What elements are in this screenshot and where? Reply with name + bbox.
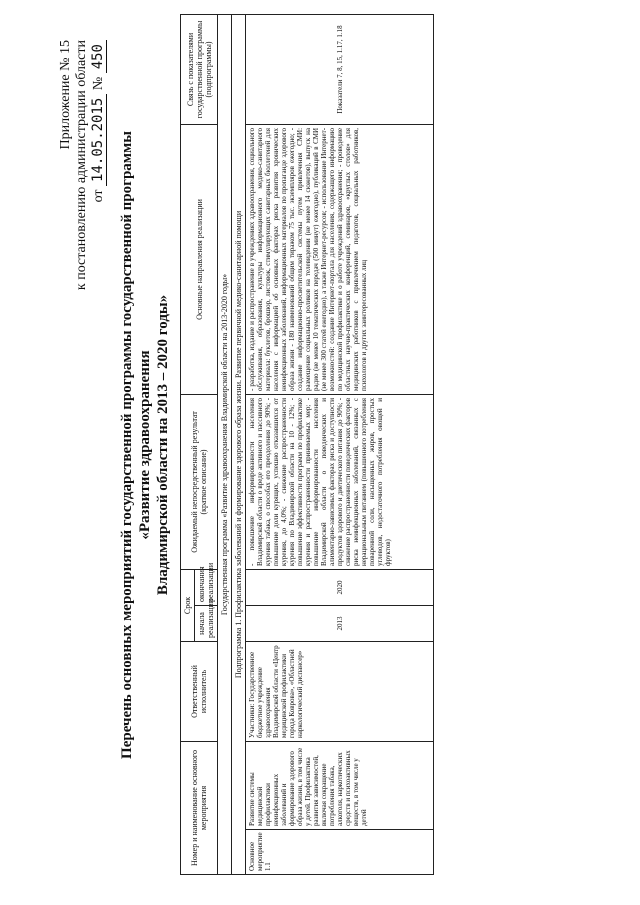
number-label: № xyxy=(91,76,106,91)
measure-name: Развитие системы медицинской профилактики неинфекционных заболеваний и формирование здорового образа жизни, в том числе у детей. Профилактика развития зависимостей, включая сокращение потребления табака, алкоголя, наркотических средств и психоактивных веществ, в том числе у детей xyxy=(246,741,434,829)
header-end: окончания реализации xyxy=(195,569,218,605)
document-title xyxy=(118,95,172,795)
decree-number: 450 xyxy=(90,40,107,73)
document-header xyxy=(58,40,107,380)
measure-link: Показатели 7, 8, 15, 1.17, 1.18 xyxy=(246,14,434,124)
header-term: Срок xyxy=(181,569,195,641)
decree-date: 14.05.2015 xyxy=(90,94,107,186)
header-start: начала реализации xyxy=(195,605,218,641)
title-line-2: Владимирской области на 2013 – 2020 годы» xyxy=(155,294,171,596)
header-number-name: Номер и наименование основного мероприятия xyxy=(181,741,218,874)
header-result: Ожидаемый непосредственный результат (краткое описание) xyxy=(181,394,218,569)
appendix-label: Приложение № 15 xyxy=(58,40,73,150)
measures-table xyxy=(180,14,434,875)
title-line-1: Перечень основных мероприятий государственной программы государственной программы «Развитие здравоохранения xyxy=(119,131,153,759)
date-number-line xyxy=(90,40,107,380)
header-executor: Ответственный исполнитель xyxy=(181,641,218,741)
program-row xyxy=(218,14,232,874)
decree-label: к постановлению администрации области xyxy=(74,40,89,291)
subprogram-row xyxy=(232,14,246,874)
header-link: Связь с показателями государственной программы (подпрограммы) xyxy=(181,14,218,124)
subprogram-title: Подпрограмма 1. Профилактика заболеваний и формирование здорового образа жизни. Развитие первичной медико-санитарной помощи xyxy=(232,14,246,874)
table-row xyxy=(246,14,434,874)
from-label: от xyxy=(91,189,106,203)
measure-code: Основное мероприятие 1.1 xyxy=(246,830,434,875)
measure-start: 2013 xyxy=(246,605,434,641)
table-header-row xyxy=(181,14,195,874)
measure-result: - повышение информированности населения Владимирской области о вреде активного и пассивного курения табака, о способах его преодоления до 90%; - повышение доли курящих, успешно отказавшихся от курения, до 4,0%; - снижение распространенности курения по Владимирской области на 10 - 12%; - повышение эффективности программ по профилактике курения и распространенности принимаемых мер; - повышение информированности населения Владимирской области о поведенческих и алиментарно-зависимых факторах риска и доступности продуктов здорового и диетического питания до 90%; - снижение распространенности поведенческих факторов риска неинфекционных заболеваний, связанных с нерациональным питанием (повышенного потребления поваренной соли, насыщенных жиров, простых углеводов, недостаточного потребления овощей и фруктов) xyxy=(246,394,434,569)
measure-executor: Участники: Государственное бюджетное учреждение здравоохранения Владимирской области «Центр медицинской профилактики города Коврова», «Областной наркологический диспансер» xyxy=(246,641,434,741)
program-title: Государственная программа «Развитие здравоохранения Владимирской области на 2013-2020 годы» xyxy=(218,14,232,874)
header-directions: Основные направления реализации xyxy=(181,124,218,394)
measure-directions: - разработка, издание и распространение в учреждениях здравоохранения, социального обслуживания, образования, культуры информационного медико-санитарного материала: буклетов, брошюр, листовок, стимулирующих санитарных бюллетеней для населения с информацией об основных факторах риска развития хронических неинфекционных заболеваний, информационных материалов по пропаганде здорового образа жизни - 180 наименований общим тиражом 75 тыс. экземпляров ежегодно; - создание информационно-просветительской системы путем привлечения СМИ: размещение социальных роликов на телевидении (не менее 14 сюжетов), выпуск на радио (не менее 10 тематических передач (500 минут) ежегодно), публикаций в СМИ (не менее 300 статей ежегодно), а также Интернет-ресурсов; - использование Интернет-возможностей: создание Интернет-портала для населения, содержащего информацию по медицинской профилактике и о работе учреждений здравоохранения; - проведение областных научно-практических конференций, семинаров, «круглых столов» для медицинских работников с привлечением педагогов, социальных работников, психологов и других заинтересованных лиц xyxy=(246,124,434,394)
measure-end: 2020 xyxy=(246,569,434,605)
